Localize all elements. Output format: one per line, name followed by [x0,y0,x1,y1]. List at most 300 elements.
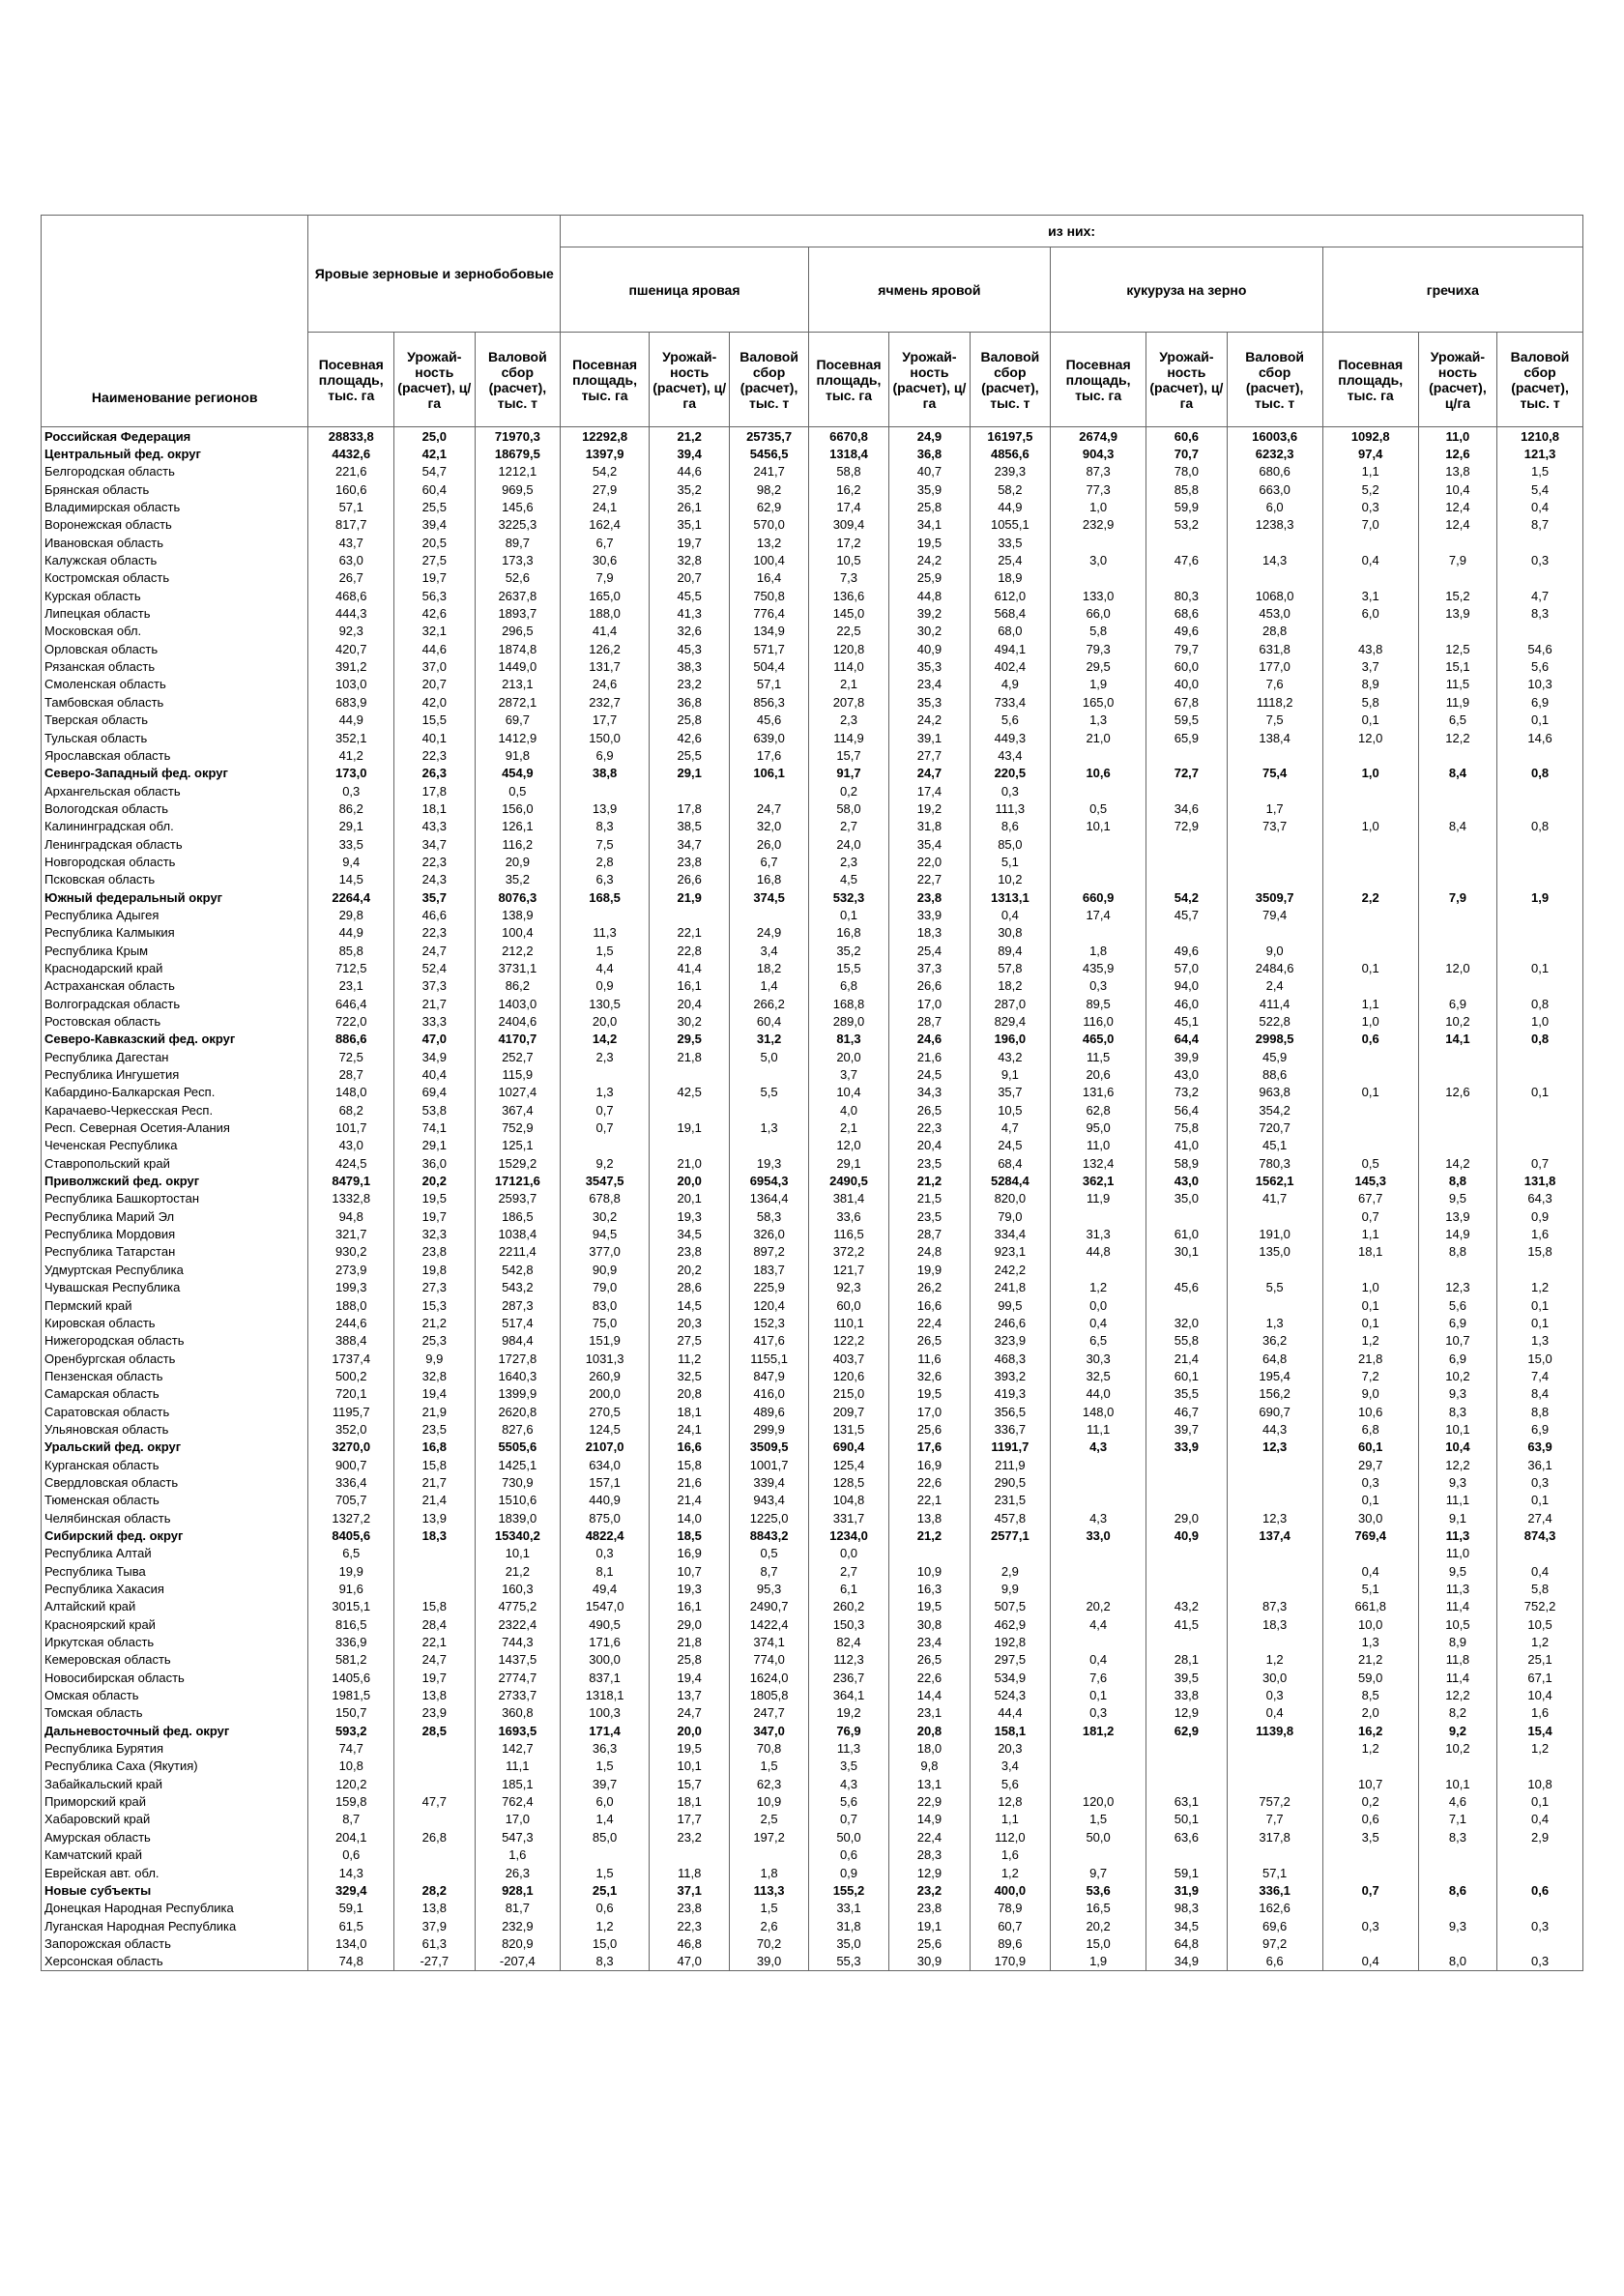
value-cell: 690,7 [1227,1403,1322,1420]
crop-table-sheet [41,215,1583,1971]
value-cell: 125,1 [475,1137,561,1154]
region-row [42,676,1583,693]
region-row [42,1065,1583,1083]
value-cell: 14,9 [1418,1225,1496,1242]
value-cell: 12,3 [1227,1509,1322,1526]
value-cell: 12,0 [808,1137,888,1154]
value-cell: 12,0 [1418,959,1496,976]
value-cell: 416,0 [730,1385,808,1403]
region-name-cell: Республика Ингушетия [42,1065,308,1083]
region-column-header: Наименование регионов [42,216,308,427]
value-cell: 63,9 [1497,1439,1583,1456]
value-cell: 92,3 [808,1279,888,1296]
value-cell [1146,1296,1227,1314]
value-cell: 40,7 [889,463,970,480]
value-cell: 19,4 [394,1385,475,1403]
district-total-row [42,1172,1583,1189]
value-cell [1146,569,1227,587]
value-cell: 6,0 [561,1792,650,1810]
value-cell: 2,1 [808,1119,888,1136]
value-cell: 116,2 [475,835,561,853]
value-cell: 61,5 [308,1917,394,1934]
value-cell: 1364,4 [730,1190,808,1207]
region-row [42,1137,1583,1154]
value-cell: 1,5 [730,1900,808,1917]
value-cell: 424,5 [308,1154,394,1172]
region-row [42,1545,1583,1562]
value-cell: 19,1 [889,1917,970,1934]
value-cell: 11,1 [1418,1492,1496,1509]
region-row [42,604,1583,622]
value-cell: 10,8 [1497,1775,1583,1792]
region-row [42,1243,1583,1261]
value-cell [1227,1456,1322,1473]
value-cell: 1640,3 [475,1367,561,1384]
value-cell: 30,2 [889,623,970,640]
value-cell: 15,8 [394,1456,475,1473]
value-cell: 32,6 [889,1367,970,1384]
value-cell: 462,9 [970,1615,1050,1633]
value-cell: 60,1 [1322,1439,1418,1456]
value-cell: 1,9 [1051,1953,1146,1971]
value-cell: 0,5 [730,1545,808,1562]
value-cell: 7,2 [1322,1367,1418,1384]
value-cell: 18,3 [889,924,970,942]
value-cell: 11,5 [1051,1048,1146,1065]
value-cell [1146,1846,1227,1864]
value-cell: 22,6 [889,1473,970,1491]
value-cell: 21,2 [394,1314,475,1331]
value-cell: 145,6 [475,498,561,515]
value-cell: 1,0 [1322,1012,1418,1030]
value-cell [1051,1846,1146,1864]
value-cell: 1234,0 [808,1526,888,1544]
region-name-cell: Самарская область [42,1385,308,1403]
region-row [42,1367,1583,1384]
region-name-cell: Калужская область [42,551,308,568]
region-name-cell: Республика Дагестан [42,1048,308,1065]
value-cell: 1425,1 [475,1456,561,1473]
value-cell [1227,853,1322,870]
value-cell: 26,0 [730,835,808,853]
value-cell: 6,8 [1322,1420,1418,1438]
value-cell: 45,3 [649,640,729,657]
value-cell [1497,1545,1583,1562]
value-cell: 21,2 [889,1526,970,1544]
value-cell: 191,0 [1227,1225,1322,1242]
value-cell: 252,7 [475,1048,561,1065]
region-row [42,1846,1583,1864]
value-cell: 11,9 [1051,1190,1146,1207]
value-cell: 8,5 [1322,1686,1418,1703]
value-cell: 69,6 [1227,1917,1322,1934]
value-cell: 21,0 [1051,729,1146,746]
value-cell: 6,9 [561,746,650,764]
value-cell: 762,4 [475,1792,561,1810]
value-cell: 8,8 [1497,1403,1583,1420]
region-row [42,1207,1583,1225]
region-name-cell: Новгородская область [42,853,308,870]
value-cell: 7,9 [561,569,650,587]
value-cell: 449,3 [970,729,1050,746]
value-cell: 661,8 [1322,1598,1418,1615]
value-cell: 0,1 [1051,1686,1146,1703]
value-cell: 2674,9 [1051,427,1146,446]
region-row [42,871,1583,888]
value-cell: 0,7 [1497,1154,1583,1172]
value-cell [649,782,729,799]
value-cell: 10,7 [1322,1775,1418,1792]
value-cell: 3509,5 [730,1439,808,1456]
region-name-cell: Республика Алтай [42,1545,308,1562]
region-row [42,480,1583,498]
value-cell: 326,0 [730,1225,808,1242]
value-cell: 0,4 [1322,1953,1418,1971]
region-name-cell: Волгоградская область [42,995,308,1012]
value-cell: 112,0 [970,1828,1050,1846]
value-cell: 0,4 [1497,1562,1583,1580]
value-cell: 14,0 [649,1509,729,1526]
value-cell: 3,0 [1051,551,1146,568]
value-cell: 7,4 [1497,1367,1583,1384]
district-total-row [42,1031,1583,1048]
subheader-cell: Урожай-ность (расчет), ц/га [649,333,729,427]
value-cell: 8,2 [1418,1704,1496,1722]
value-cell: 92,3 [308,623,394,640]
value-cell: 543,2 [475,1279,561,1296]
subheader-cell: Посевная площадь, тыс. га [1322,333,1418,427]
value-cell: 9,4 [308,853,394,870]
value-cell: 0,7 [561,1119,650,1136]
value-cell: 8405,6 [308,1526,394,1544]
value-cell: 20,2 [649,1261,729,1278]
value-cell: 6,3 [561,871,650,888]
value-cell: 4856,6 [970,445,1050,462]
value-cell: 847,9 [730,1367,808,1384]
value-cell: 35,0 [808,1934,888,1952]
value-cell: 12,2 [1418,729,1496,746]
value-cell: 70,2 [730,1934,808,1952]
subheader-cell: Валовой сбор (расчет), тыс. т [475,333,561,427]
value-cell: 1412,9 [475,729,561,746]
value-cell: 133,0 [1051,587,1146,604]
value-cell: 547,3 [475,1828,561,1846]
value-cell: 34,7 [649,835,729,853]
value-cell: 19,8 [394,1261,475,1278]
region-row [42,516,1583,534]
value-cell: 2404,6 [475,1012,561,1030]
value-cell: 13,8 [1418,463,1496,480]
value-cell: 231,5 [970,1492,1050,1509]
value-cell: 23,4 [889,676,970,693]
value-cell: 15,0 [561,1934,650,1952]
value-cell: 290,5 [970,1473,1050,1491]
value-cell: 120,2 [308,1775,394,1792]
value-cell [1418,569,1496,587]
value-cell [1146,1492,1227,1509]
value-cell [970,1545,1050,1562]
value-cell: 24,2 [889,551,970,568]
value-cell: 20,0 [649,1722,729,1739]
value-cell: 97,4 [1322,445,1418,462]
value-cell: 336,7 [970,1420,1050,1438]
value-cell: 29,1 [394,1137,475,1154]
value-cell: 45,1 [1146,1012,1227,1030]
value-cell: 420,7 [308,640,394,657]
value-cell: 91,6 [308,1580,394,1597]
region-name-cell: Омская область [42,1686,308,1703]
value-cell: 517,4 [475,1314,561,1331]
value-cell [1497,977,1583,995]
value-cell: 14,9 [889,1811,970,1828]
value-cell: 18,9 [970,569,1050,587]
value-cell: 19,5 [889,1598,970,1615]
value-cell: 0,9 [561,977,650,995]
value-cell: 532,3 [808,888,888,906]
district-total-row [42,1439,1583,1456]
region-row [42,1917,1583,1934]
value-cell: 20,3 [970,1739,1050,1757]
value-cell: 24,1 [561,498,650,515]
value-cell [1051,1456,1146,1473]
value-cell: 18,3 [394,1526,475,1544]
value-cell: 12,3 [1418,1279,1496,1296]
value-cell: 507,5 [970,1598,1050,1615]
value-cell: 25,6 [889,1934,970,1952]
value-cell: 89,6 [970,1934,1050,1952]
district-total-row [42,427,1583,446]
value-cell: 37,3 [889,959,970,976]
value-cell: 39,9 [1146,1048,1227,1065]
value-cell [1497,853,1583,870]
value-cell: 10,6 [1051,765,1146,782]
value-cell: 27,5 [394,551,475,568]
value-cell: 8,6 [970,818,1050,835]
value-cell [1322,1864,1418,1881]
value-cell: 11,4 [1418,1598,1496,1615]
value-cell: 5,5 [1227,1279,1322,1296]
value-cell: 50,0 [1051,1828,1146,1846]
value-cell: 0,0 [1051,1296,1146,1314]
value-cell: 6,9 [1497,1420,1583,1438]
value-cell: 744,3 [475,1633,561,1650]
value-cell: 1449,0 [475,657,561,675]
value-cell: 1,3 [1322,1633,1418,1650]
value-cell: 36,1 [1497,1456,1583,1473]
value-cell [1051,782,1146,799]
value-cell: 0,3 [1497,1953,1583,1971]
value-cell [1146,1545,1227,1562]
value-cell [1322,782,1418,799]
value-cell [1051,1545,1146,1562]
value-cell [1497,1119,1583,1136]
value-cell [1418,623,1496,640]
value-cell: 8,3 [1418,1403,1496,1420]
subheader-cell: Валовой сбор (расчет), тыс. т [1227,333,1322,427]
value-cell: 173,3 [475,551,561,568]
region-name-cell: Ленинградская область [42,835,308,853]
value-cell: 2490,5 [808,1172,888,1189]
value-cell: 28,6 [649,1279,729,1296]
value-cell [1497,1261,1583,1278]
region-name-cell: Республика Башкортостан [42,1190,308,1207]
value-cell: 8,4 [1418,818,1496,835]
value-cell: 14,3 [308,1864,394,1881]
value-cell: 8479,1 [308,1172,394,1189]
value-cell: 39,7 [1146,1420,1227,1438]
value-cell: 41,4 [561,623,650,640]
value-cell [889,1545,970,1562]
value-cell [1051,1775,1146,1792]
value-cell: 47,0 [394,1031,475,1048]
value-cell: 94,8 [308,1207,394,1225]
value-cell: 171,4 [561,1722,650,1739]
value-cell: 16,6 [649,1439,729,1456]
value-cell: 10,3 [1497,676,1583,693]
value-cell: 6,0 [1227,498,1322,515]
value-cell: 16,8 [394,1439,475,1456]
value-cell: 131,5 [808,1420,888,1438]
value-cell: 19,5 [889,1385,970,1403]
value-cell: 2,5 [730,1811,808,1828]
value-cell: 1055,1 [970,516,1050,534]
value-cell: 26,1 [649,498,729,515]
value-cell: 13,9 [561,799,650,817]
region-name-cell: Республика Марий Эл [42,1207,308,1225]
value-cell: 16,1 [649,1598,729,1615]
value-cell: 35,3 [889,657,970,675]
value-cell: 10,1 [1418,1420,1496,1438]
value-cell: 242,2 [970,1261,1050,1278]
value-cell: 11,3 [561,924,650,942]
value-cell [1051,871,1146,888]
value-cell: 11,0 [1418,427,1496,446]
value-cell: 41,4 [649,959,729,976]
value-cell: 0,2 [1322,1792,1418,1810]
value-cell: 53,6 [1051,1881,1146,1899]
value-cell: 733,4 [970,693,1050,711]
value-cell: 581,2 [308,1651,394,1669]
value-cell: 3015,1 [308,1598,394,1615]
value-cell: 22,3 [394,924,475,942]
value-cell: 22,8 [649,942,729,959]
value-cell: 28,7 [889,1012,970,1030]
value-cell: 11,3 [808,1739,888,1757]
value-cell: 22,4 [889,1828,970,1846]
value-cell: 24,7 [394,942,475,959]
value-cell: 1547,0 [561,1598,650,1615]
value-cell [1322,924,1418,942]
value-cell [394,1758,475,1775]
value-cell: 91,7 [808,765,888,782]
value-cell: 181,2 [1051,1722,1146,1739]
value-cell [1146,1207,1227,1225]
value-cell: 78,0 [1146,463,1227,480]
value-cell: 20,3 [649,1314,729,1331]
value-cell: 26,6 [649,871,729,888]
value-cell: 22,1 [394,1633,475,1650]
region-row [42,1012,1583,1030]
value-cell [1146,1775,1227,1792]
region-name-cell: Курганская область [42,1456,308,1473]
value-cell: 47,7 [394,1792,475,1810]
value-cell: 26,3 [394,765,475,782]
value-cell: 33,0 [1051,1526,1146,1544]
value-cell: 612,0 [970,587,1050,604]
region-row [42,640,1583,657]
value-cell: 128,5 [808,1473,888,1491]
value-cell: 58,2 [970,480,1050,498]
value-cell: 32,8 [394,1367,475,1384]
value-cell: 270,5 [561,1403,650,1420]
value-cell: 10,4 [808,1084,888,1101]
value-cell: 1,4 [561,1811,650,1828]
value-cell: 67,1 [1497,1669,1583,1686]
district-total-row [42,1881,1583,1899]
value-cell: 41,0 [1146,1137,1227,1154]
value-cell: 38,3 [649,657,729,675]
value-cell: 1693,5 [475,1722,561,1739]
value-cell: 0,6 [1322,1031,1418,1048]
value-cell: 62,8 [1051,1101,1146,1119]
value-cell: 23,1 [889,1704,970,1722]
value-cell: 121,3 [1497,445,1583,462]
value-cell: 3225,3 [475,516,561,534]
value-cell: 25,4 [970,551,1050,568]
value-cell: 417,6 [730,1332,808,1350]
value-cell [730,1065,808,1083]
value-cell: 4,5 [808,871,888,888]
value-cell: 1191,7 [970,1439,1050,1456]
value-cell: 94,0 [1146,977,1227,995]
value-cell: 31,2 [730,1031,808,1048]
region-row [42,1686,1583,1703]
value-cell: 46,0 [1146,995,1227,1012]
region-row [42,1279,1583,1296]
value-cell: 21,6 [649,1473,729,1491]
value-cell: 12292,8 [561,427,650,446]
value-cell: 0,6 [308,1846,394,1864]
region-name-cell: Кировская область [42,1314,308,1331]
value-cell: 31,8 [889,818,970,835]
value-cell: 64,4 [1146,1031,1227,1048]
value-cell: 35,7 [394,888,475,906]
value-cell: 90,9 [561,1261,650,1278]
value-cell [1146,746,1227,764]
value-cell: 465,0 [1051,1031,1146,1048]
value-cell: 1,2 [1322,1739,1418,1757]
value-cell [1051,1562,1146,1580]
value-cell: 874,3 [1497,1526,1583,1544]
value-cell: 1210,8 [1497,427,1583,446]
value-cell: 5,1 [1322,1580,1418,1597]
value-cell: 43,0 [1146,1172,1227,1189]
value-cell: 364,1 [808,1686,888,1703]
value-cell: 26,8 [394,1828,475,1846]
value-cell: 0,1 [808,906,888,923]
value-cell: 11,0 [1418,1545,1496,1562]
value-cell: 356,5 [970,1403,1050,1420]
value-cell: 900,7 [308,1456,394,1473]
value-cell: 168,8 [808,995,888,1012]
value-cell: 104,8 [808,1492,888,1509]
value-cell: 2,6 [730,1917,808,1934]
value-cell: 1,1 [1322,1225,1418,1242]
value-cell [1146,1456,1227,1473]
value-cell: 289,0 [808,1012,888,1030]
value-cell [1497,924,1583,942]
value-cell: 1,5 [1051,1811,1146,1828]
